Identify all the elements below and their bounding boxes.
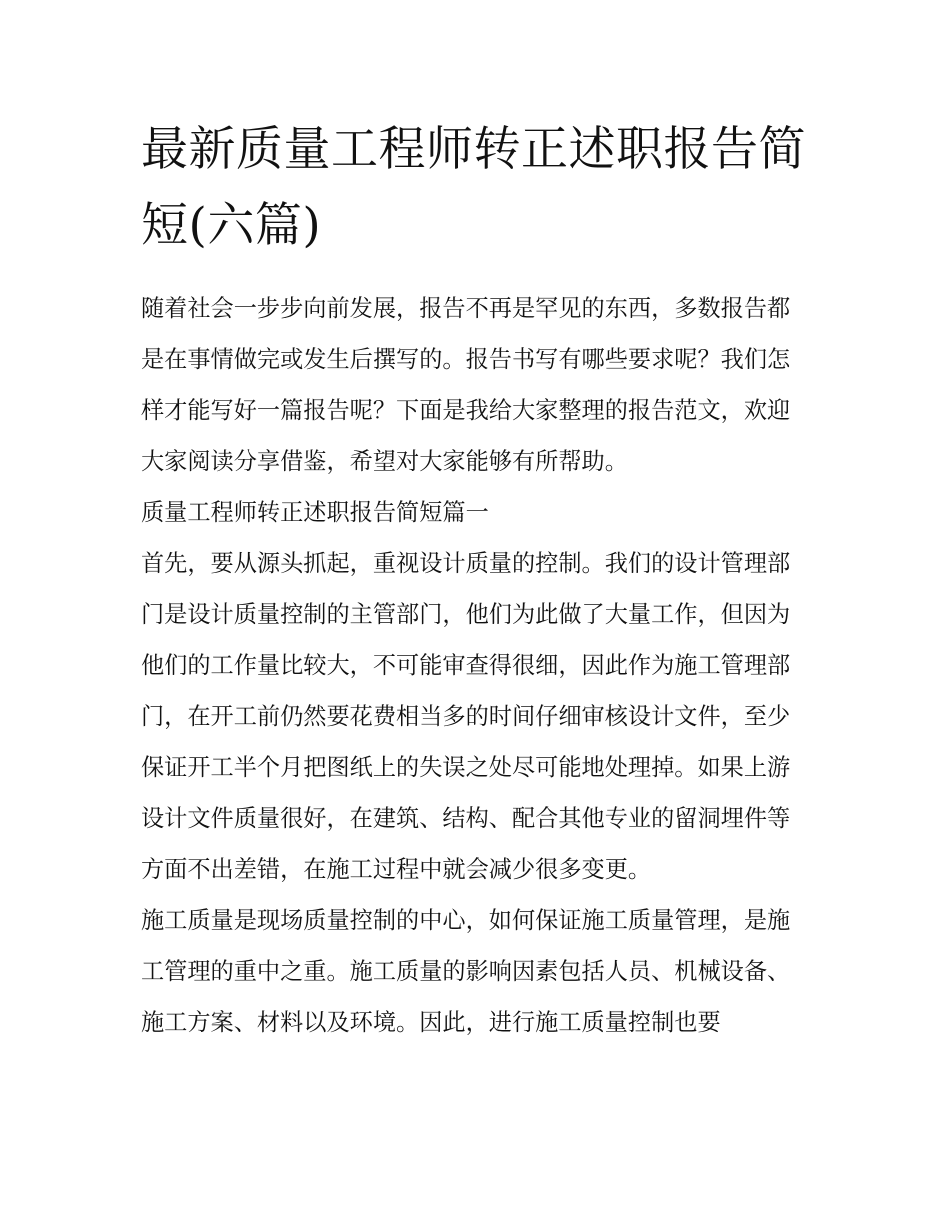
body-paragraph: 施工质量是现场质量控制的中心，如何保证施工质量管理，是施工管理的重中之重。施工质量的影响因素包括人员、机械设备、施工方案、材料以及环境。因此，进行施工质量控制也要 [141, 907, 791, 1036]
intro-paragraph: 随着社会一步步向前发展，报告不再是罕见的东西，多数报告都是在事情做完或发生后撰写的。报告书写有哪些要求呢？我们怎样才能写好一篇报告呢？下面是我给大家整理的报告范文，欢迎大家阅读分享借鉴，希望对大家能够有所帮助。 [141, 295, 791, 475]
section-heading: 质量工程师转正述职报告简短篇一 [141, 499, 489, 526]
document-title: 最新质量工程师转正述职报告简短(六篇) [141, 122, 806, 253]
document-body [141, 112, 813, 1048]
body-paragraph: 首先，要从源头抓起，重视设计质量的控制。我们的设计管理部门是设计质量控制的主管部门，他们为此做了大量工作，但因为他们的工作量比较大，不可能审查得很细，因此作为施工管理部门，在开工前仍然要花费相当多的时间仔细审核设计文件，至少保证开工半个月把图纸上的失误之处尽可能地处理掉。如果上游设计文件质量很好，在建筑、结构、配合其他专业的留洞埋件等方面不出差错，在施工过程中就会减少很多变更。 [141, 550, 791, 883]
